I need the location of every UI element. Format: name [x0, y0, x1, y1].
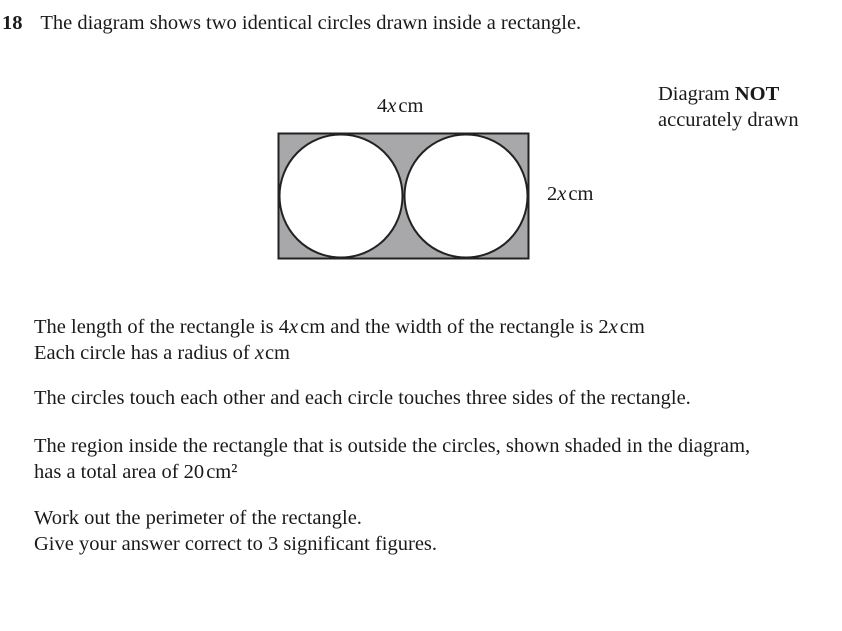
diagram — [270, 85, 630, 275]
paragraph-radius: Each circle has a radius of xcm — [34, 342, 290, 364]
not-to-scale-note: Diagram NOT accurately drawn — [658, 83, 799, 131]
paragraph-shaded-region-line1: The region inside the rectangle that is outside the circles, shown shaded in the diagram, — [34, 435, 751, 457]
question-number: 18 — [2, 12, 23, 34]
length-label: 4xcm — [377, 95, 424, 117]
instruction-line2: Give your answer correct to 3 significant figures. — [34, 533, 438, 555]
width-label: 2xcm — [547, 183, 594, 205]
paragraph-dimensions: The length of the rectangle is 4xcm and the width of the rectangle is 2xcm — [34, 316, 645, 338]
circle-left — [280, 135, 403, 258]
paragraph-shaded-region-line2: has a total area of 20cm² — [34, 461, 238, 483]
question-header — [2, 11, 581, 35]
instruction-line1: Work out the perimeter of the rectangle. — [34, 507, 362, 529]
rectangle-circles-figure — [270, 85, 630, 275]
paragraph-circles-touch: The circles touch each other and each circle touches three sides of the rectangle. — [34, 387, 691, 409]
question-intro: The diagram shows two identical circles drawn inside a rectangle. — [40, 12, 582, 34]
circle-right — [405, 135, 528, 258]
